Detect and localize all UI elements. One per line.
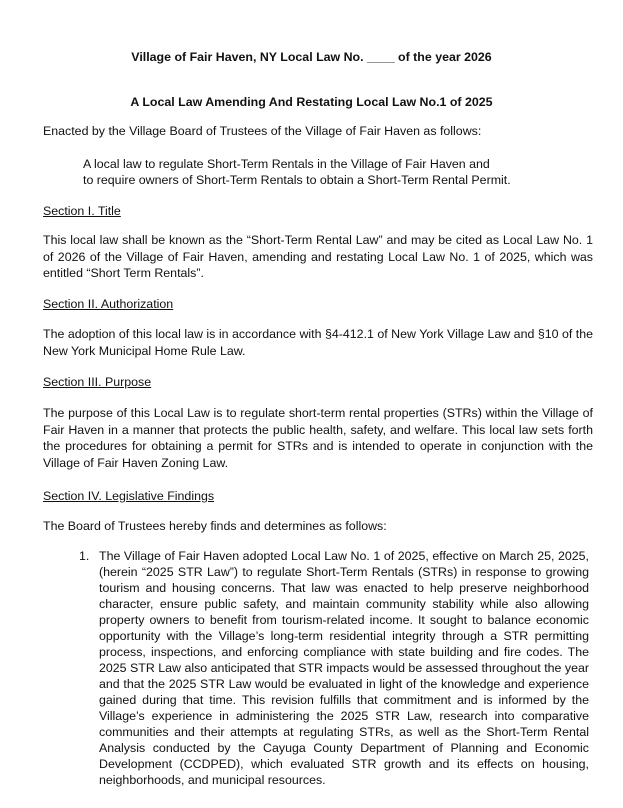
legislative-findings-intro: The Board of Trustees hereby finds and determines as follows: [43,519,387,533]
document-title: Village of Fair Haven, NY Local Law No. ____ of the year 2026 [131,50,492,64]
finding-text: The Village of Fair Haven adopted Local Law No. 1 of 2025, effective on March 25, 2025, (herein “2025 STR Law”) to regulate Short-Term Rentals (STRs) in response to growing tourism and housing concerns. That law was enacted to help preserve neighborhood character, ensure public safety, and maintain community stability while also allowing property owners to benefit from tourism-related income. It sought to balance economic opportunity with the Village’s long-term residential integrity through a STR permitting process, inspections, and enforcing compliance with state building and fire codes. The 2025 STR Law also anticipated that STR impacts would be assessed throughout the year and that the 2025 STR Law would be evaluated in light of the knowledge and experience gained during that time. This revision fulfills that commitment and is informed by the Village’s experience in administering the 2025 STR Law, research into comparative communities and their attempts at regulating STRs, as well as the Short-Term Rental Analysis conducted by the Cayuga County Department of Planning and Economic Development (CCDPED), which evaluated STR growth and its effects on housing, neighborhoods, and municipal resources. [99,549,589,787]
document-subtitle: A Local Law Amending And Restating Local Law No.1 of 2025 [130,95,493,109]
purpose-statement-line-2: to require owners of Short-Term Rentals to obtain a Short-Term Rental Permit. [83,173,511,187]
section-heading-legislative-findings: Section IV. Legislative Findings [43,489,215,503]
enacted-statement: Enacted by the Village Board of Trustees of the Village of Fair Haven as follows: [43,124,482,138]
section-title-text: This local law shall be known as the “Short-Term Rental Law” and may be cited as Local Law No. 1 of 2026 of the Village of Fair Haven, amending and restating Local Law No. 1 of 2025, which was entitled “Short Term Rentals”. [43,233,593,280]
section-authorization-text: The adoption of this local law is in accordance with §4-412.1 of New York Village Law and §10 of the New York Municipal Home Rule Law. [43,327,593,358]
section-heading-title: Section I. Title [43,204,121,218]
section-purpose-text: The purpose of this Local Law is to regulate short-term rental properties (STRs) within the Village of Fair Haven in a manner that protects the public health, safety, and welfare. This local law sets forth the procedures for obtaining a permit for STRs and is intended to operate in conjunction with the Village of Fair Haven Zoning Law. [43,406,593,470]
purpose-statement-line-1: A local law to regulate Short-Term Rentals in the Village of Fair Haven and [83,157,490,171]
section-heading-purpose: Section III. Purpose [43,375,152,389]
finding-number: 1. [79,549,90,563]
section-heading-authorization: Section II. Authorization [43,297,174,311]
